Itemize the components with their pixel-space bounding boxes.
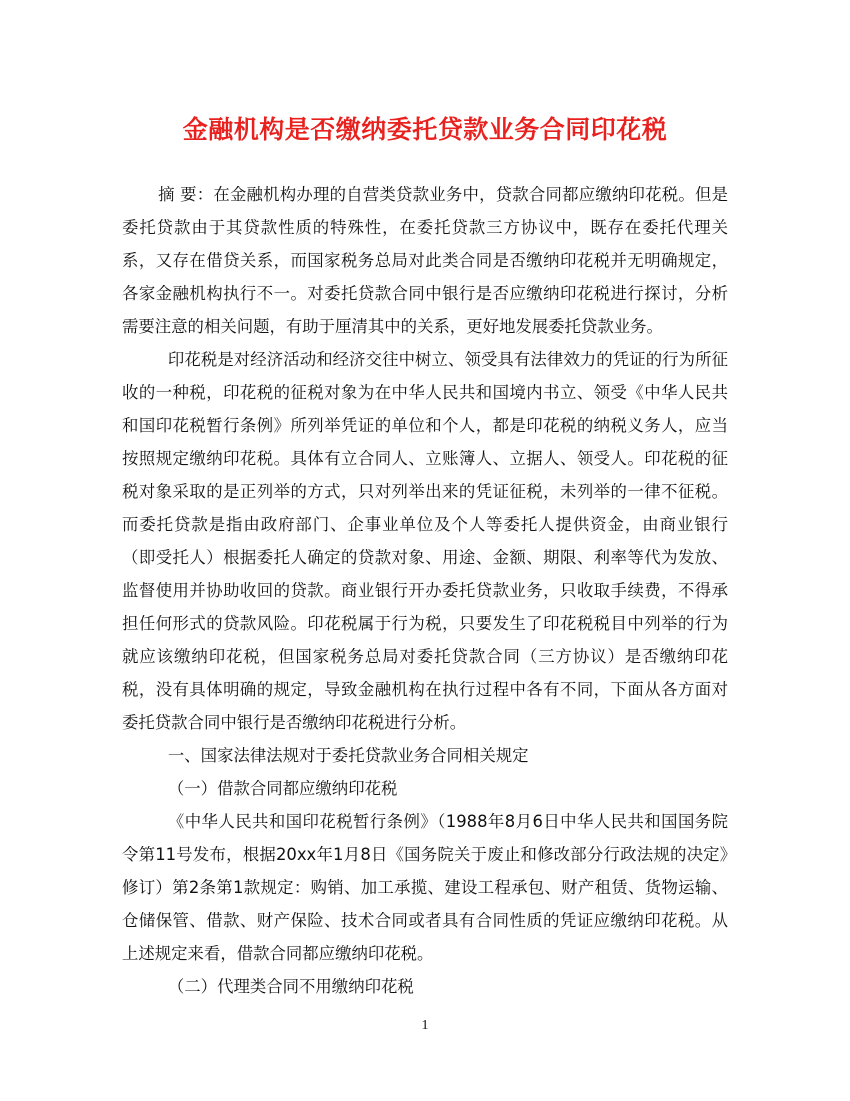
body-paragraph: 《中华人民共和国印花税暂行条例》（1988年8月6日中华人民共和国国务院令第11号发布，根据20xx年1月8日《国务院关于废止和修改部分行政法规的决定》修订）第2条第1款规定：购销、加工承揽、建设工程承包、财产租赁、货物运输、仓储保管、借款、财产保险、技术合同或者具有合同性质的凭证应缴纳印花税。从上述规定来看，借款合同都应缴纳印花税。: [122, 812, 728, 963]
document-body: [122, 178, 728, 1003]
body-paragraph: 印花税是对经济活动和经济交往中树立、领受具有法律效力的凭证的行为所征收的一种税，印花税的征税对象为在中华人民共和国境内书立、领受《中华人民共和国印花税暂行条例》所列举凭证的单位和个人，都是印花税的纳税义务人，应当按照规定缴纳印花税。具体有立合同人、立账簿人、立据人、领受人。印花税的征税对象采取的是正列举的方式，只对列举出来的凭证征税，未列举的一律不征税。而委托贷款是指由政府部门、企事业单位及个人等委托人提供资金，由商业银行（即受托人）根据委托人确定的贷款对象、用途、金额、期限、利率等代为发放、监督使用并协助收回的贷款。商业银行开办委托贷款业务，只收取手续费，不得承担任何形式的贷款风险。印花税属于行为税，只要发生了印花税税目中列举的行为就应该缴纳印花税，但国家税务总局对委托贷款合同（三方协议）是否缴纳印花税，没有具体明确的规定，导致金融机构在执行过程中各有不同，下面从各方面对委托贷款合同中银行是否缴纳印花税进行分析。: [122, 350, 728, 732]
subsection-heading: （二）代理类合同不用缴纳印花税: [167, 977, 414, 996]
section-heading: 一、国家法律法规对于委托贷款业务合同相关规定: [167, 746, 529, 765]
page-number: 1: [421, 1018, 429, 1033]
subsection-heading: （一）借款合同都应缴纳印花税: [167, 779, 398, 798]
abstract-paragraph: 摘 要：在金融机构办理的自营类贷款业务中，贷款合同都应缴纳印花税。但是委托贷款由于其贷款性质的特殊性，在委托贷款三方协议中，既存在委托代理关系，又存在借贷关系，而国家税务总局对此类合同是否缴纳印花税并无明确规定，各家金融机构执行不一。对委托贷款合同中银行是否应缴纳印花税进行探讨，分析需要注意的相关问题，有助于厘清其中的关系，更好地发展委托贷款业务。: [122, 185, 728, 336]
document-title: 金融机构是否缴纳委托贷款业务合同印花税: [182, 115, 668, 144]
